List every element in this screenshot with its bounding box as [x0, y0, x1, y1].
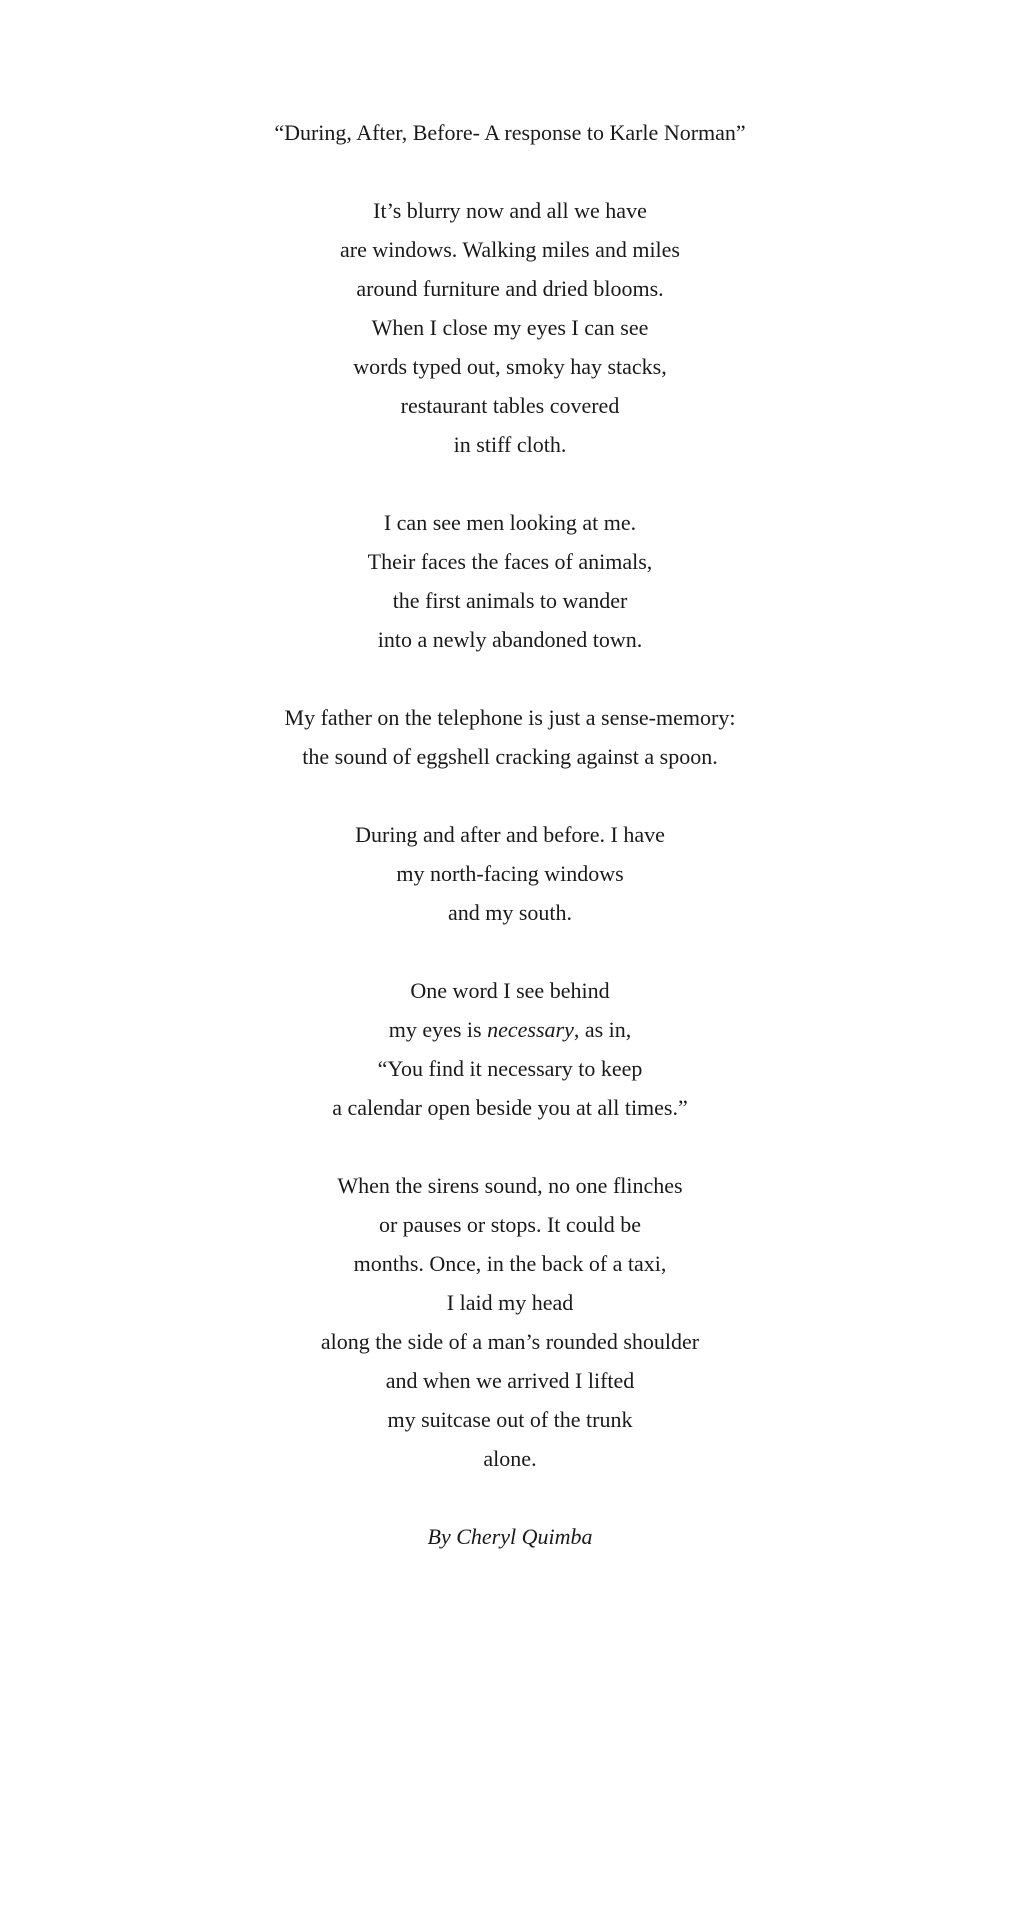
poem-line: and my south.	[447, 900, 573, 925]
poem-line: words typed out, smoky hay stacks,	[353, 354, 667, 379]
poem-line: the first animals to wander	[392, 588, 628, 613]
poem-line: “You find it necessary to keep	[377, 1056, 643, 1081]
poem-line: When the sirens sound, no one flinches	[337, 1173, 683, 1198]
poem-line: I can see men looking at me.	[383, 510, 637, 535]
stanza-3	[0, 698, 1020, 776]
poem-line: my suitcase out of the trunk	[387, 1407, 633, 1432]
stanza-4	[0, 815, 1020, 932]
italic-word: necessary	[487, 1017, 574, 1042]
stanza-6	[0, 1166, 1020, 1478]
poem-line: along the side of a man’s rounded shoulder	[320, 1329, 700, 1354]
poem-line: my north-facing windows	[396, 861, 624, 886]
poem-line: During and after and before. I have	[355, 822, 665, 847]
poem-line: a calendar open beside you at all times.”	[332, 1095, 688, 1120]
poem-line: are windows. Walking miles and miles	[340, 237, 680, 262]
author-byline: By Cheryl Quimba	[427, 1524, 593, 1549]
poem-line: months. Once, in the back of a taxi,	[353, 1251, 667, 1276]
poem-line: and when we arrived I lifted	[385, 1368, 635, 1393]
stanza-5	[0, 971, 1020, 1127]
poem-line: My father on the telephone is just a sense-memory:	[284, 705, 736, 730]
poem-line: I laid my head	[446, 1290, 574, 1315]
poem-line: into a newly abandoned town.	[377, 627, 643, 652]
poem-line: or pauses or stops. It could be	[378, 1212, 642, 1237]
poem-line: One word I see behind	[410, 978, 610, 1003]
poem-line: in stiff cloth.	[453, 432, 567, 457]
stanza-2	[0, 503, 1020, 659]
poem-line: Their faces the faces of animals,	[367, 549, 653, 574]
stanza-1	[0, 191, 1020, 464]
line-text-after: , as in,	[573, 1017, 632, 1042]
poem-title: “During, After, Before- A response to Karle Norman”	[274, 120, 746, 145]
poem-line: alone.	[483, 1446, 537, 1471]
poem-line: It’s blurry now and all we have	[373, 198, 647, 223]
title-spacer	[0, 152, 1020, 191]
poem-line: When I close my eyes I can see	[371, 315, 649, 340]
poem-line: the sound of eggshell cracking against a spoon.	[302, 744, 718, 769]
line-text-before: my eyes is	[388, 1017, 488, 1042]
poem-line-with-italic	[0, 1010, 1020, 1049]
poem-line: around furniture and dried blooms.	[356, 276, 664, 301]
poem-line: restaurant tables covered	[400, 393, 620, 418]
